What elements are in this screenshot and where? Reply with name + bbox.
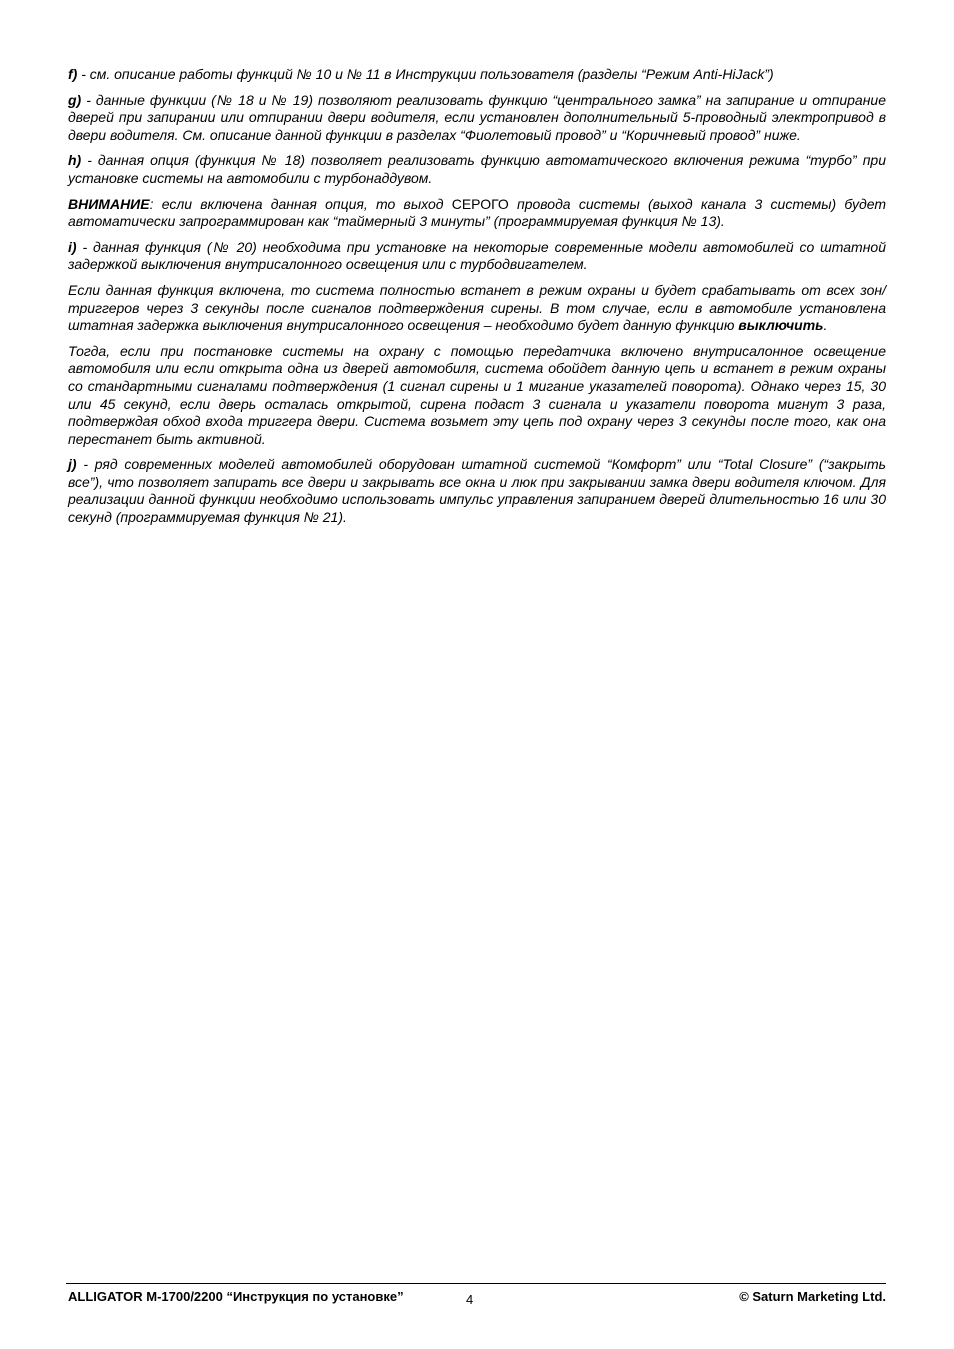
paragraph-attention xyxy=(68,196,886,231)
paragraph-f-label: f) xyxy=(68,66,78,82)
document-body xyxy=(68,66,886,535)
paragraph-g-text: - данные функции (№ 18 и № 19) позволяют реализовать функцию “центрального замка” на запирание и отпирание дверей при запирании или отпирании двери водителя, если установлен дополнительный 5-проводный электропривод в двери водителя. См. описание данной функции в разделах “Фиолетовый провод” и “Коричневый провод” ниже. xyxy=(68,91,886,143)
attention-text-before: : если включена данная опция, то выход xyxy=(149,195,452,212)
paragraph-f-text: - см. описание работы функций № 10 и № 11 в Инструкции пользователя (разделы “Режим Anti-HiJack”) xyxy=(77,66,774,82)
paragraph-i-continuation-2 xyxy=(68,343,886,449)
paragraph-f xyxy=(68,66,886,84)
i-cont1-text-before: Если данная функция включена, то система полностью встанет в режим охраны и будет срабатывать от всех зон/триггеров через 3 секунды после сигналов подтверждения сирены. В том случае, если в автомобиле установлена штатная задержка выключения внутрисалонного освещения – необходимо будет данную функцию xyxy=(68,281,886,334)
footer-divider xyxy=(66,1283,886,1284)
paragraph-i-continuation-1 xyxy=(68,282,886,335)
i-cont2-text: Тогда, если при постановке системы на охрану с помощью передатчика включено внутрисалонное освещение автомобиля или если открыта одна из дверей автомобиля, система обойдет данную цепь и встанет в режим охраны со стандартными сигналами подтверждения (1 сигнал сирены и 1 мигание указателей поворота). Однако через 15, 30 или 45 секунд, если дверь осталась открытой, сирена подаст 3 сигнала и указатели поворота мигнут 3 раза, подтверждая обход входа триггера двери. Система возьмет эту цепь под охрану через 3 секунды после того, как она перестанет быть активной. xyxy=(68,342,886,447)
paragraph-h-label: h) xyxy=(68,152,82,169)
attention-label: ВНИМАНИЕ xyxy=(68,195,150,212)
paragraph-i xyxy=(68,239,886,274)
paragraph-g xyxy=(68,92,886,145)
paragraph-i-label: i) xyxy=(68,238,77,255)
paragraph-i-text: - данная функция (№ 20) необходима при установке на некоторые современные модели автомобилей со штатной задержкой выключения внутрисалонного освещения или с турбодвигателем. xyxy=(68,238,886,273)
paragraph-j-label: j) xyxy=(68,456,77,473)
paragraph-j-text: - ряд современных моделей автомобилей оборудован штатной системой “Комфорт” или “Total Closure” (“закрыть все”), что позволяет запирать все двери и закрывать все окна и люк при закрывании замка двери водителя ключом. Для реализации данной функции необходимо использовать импульс управления запиранием дверей длительностью 16 или 30 секунд (программируемая функция № 21). xyxy=(68,456,886,526)
paragraph-h-text: - данная опция (функция № 18) позволяет реализовать функцию автоматического включения режима “турбо” при установке системы на автомобили с турбонаддувом. xyxy=(68,152,886,186)
footer-page-number: 4 xyxy=(466,1292,474,1307)
paragraph-h xyxy=(68,152,886,187)
i-cont1-text-after: . xyxy=(823,317,828,334)
attention-text-after: провода системы (выход канала 3 системы) будет автоматически запрограммирован как “таймерный 3 минуты” (программируемая функция № 13). xyxy=(68,195,886,230)
footer-copyright: © Saturn Marketing Ltd. xyxy=(739,1289,886,1304)
footer-document-title: ALLIGATOR M-1700/2200 “Инструкция по установке” xyxy=(68,1289,404,1304)
paragraph-g-label: g) xyxy=(68,91,82,108)
i-cont1-emphasis: выключить xyxy=(738,317,824,334)
attention-highlight: СЕРОГО xyxy=(451,195,509,212)
paragraph-j xyxy=(68,456,886,526)
page-footer xyxy=(68,1289,886,1307)
